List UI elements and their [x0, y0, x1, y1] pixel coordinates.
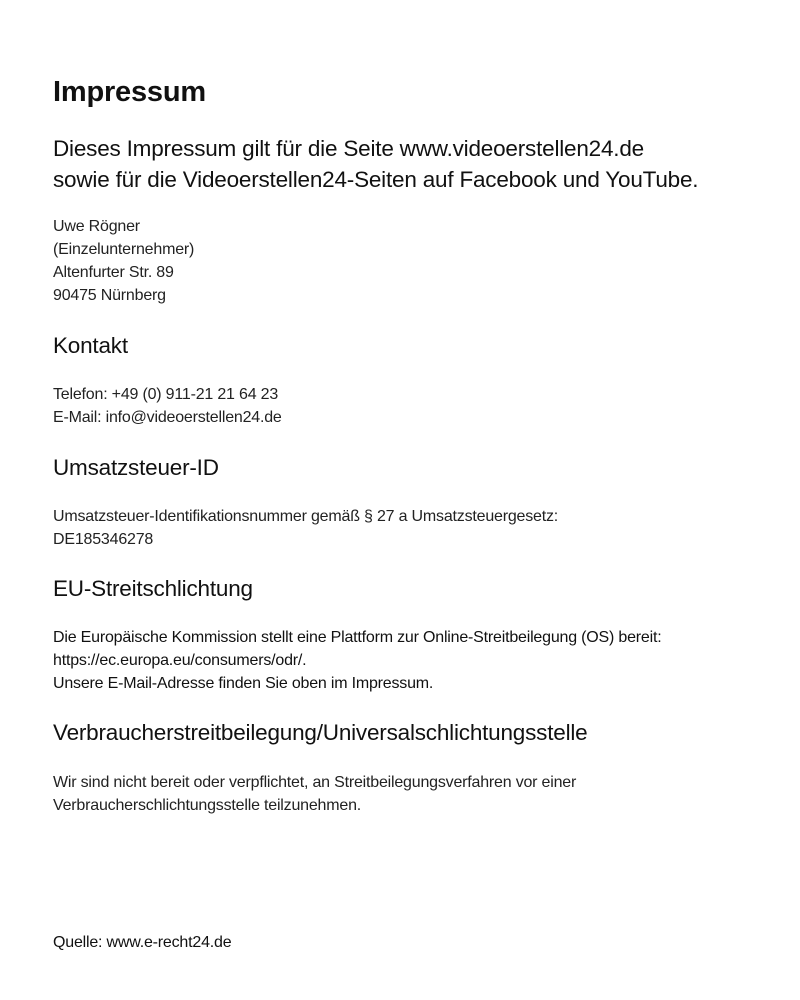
address-city: 90475 Nürnberg [53, 287, 166, 304]
address-block [53, 215, 194, 307]
intro-line-2: sowie für die Videoerstellen24-Seiten auf Facebook und YouTube. [53, 167, 699, 192]
ust-number: DE185346278 [53, 531, 154, 548]
ust-heading: Umsatzsteuer-ID [53, 455, 219, 480]
eu-heading: EU-Streitschlichtung [53, 576, 253, 601]
verbraucher-block [53, 771, 576, 817]
address-name: Uwe Rögner [53, 218, 140, 235]
address-type: (Einzelunternehmer) [53, 241, 195, 258]
intro-text [53, 133, 698, 195]
page-title: Impressum [53, 76, 206, 108]
verbraucher-line-2: Verbraucherschlichtungsstelle teilzunehmen. [53, 797, 362, 814]
verbraucher-heading: Verbraucherstreitbeilegung/Universalschlichtungsstelle [53, 720, 588, 745]
address-street: Altenfurter Str. 89 [53, 264, 174, 281]
phone-text: Telefon: +49 (0) 911-21 21 64 23 [53, 386, 279, 403]
eu-line-1: Die Europäische Kommission stellt eine Plattform zur Online-Streitbeilegung (OS) bereit: [53, 629, 662, 646]
ust-block [53, 505, 558, 551]
intro-line-1: Dieses Impressum gilt für die Seite www.videoerstellen24.de [53, 136, 644, 161]
source-credit: Quelle: www.e-recht24.de [53, 934, 232, 951]
verbraucher-line-1: Wir sind nicht bereit oder verpflichtet, an Streitbeilegungsverfahren vor einer [53, 774, 577, 791]
eu-line-3: Unsere E-Mail-Adresse finden Sie oben im Impressum. [53, 675, 434, 692]
eu-block [53, 626, 661, 695]
kontakt-block [53, 383, 282, 429]
kontakt-heading: Kontakt [53, 333, 128, 358]
ust-label: Umsatzsteuer-Identifikationsnummer gemäß § 27 a Umsatzsteuergesetz: [53, 508, 559, 525]
email-text: E-Mail: info@videoerstellen24.de [53, 409, 282, 426]
eu-odr-link[interactable]: https://ec.europa.eu/consumers/odr/. [53, 652, 307, 669]
